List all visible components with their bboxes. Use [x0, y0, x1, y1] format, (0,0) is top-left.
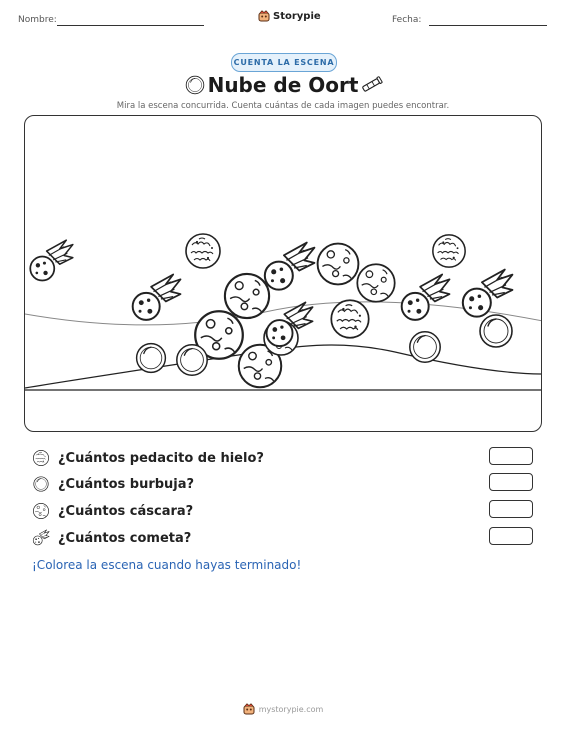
- question-comet: [32, 527, 191, 549]
- question-text: ¿Cuántos pedacito de hielo?: [58, 450, 264, 466]
- brand-logo: [258, 10, 321, 22]
- telescope-icon: [359, 73, 383, 97]
- shell-icon: [225, 274, 269, 318]
- brand-name: Storypie: [273, 10, 321, 22]
- ice-chunk-icon: [32, 449, 50, 467]
- shell-icon: [32, 502, 50, 520]
- question-shell: [32, 500, 193, 522]
- name-label: Nombre:: [18, 15, 57, 25]
- ice-chunk-icon: [433, 235, 465, 267]
- comet-icon: [265, 243, 315, 290]
- date-label: Fecha:: [392, 15, 422, 25]
- bubble-icon: [410, 332, 440, 362]
- scene-illustration: [25, 116, 542, 432]
- ice-chunk-icon: [186, 234, 220, 268]
- question-text: ¿Cuántos burbuja?: [58, 476, 195, 492]
- answer-box-shell[interactable]: [489, 500, 533, 518]
- question-bubble: [32, 473, 194, 495]
- activity-badge: CUENTA LA ESCENA: [231, 53, 337, 72]
- answer-box-comet[interactable]: [489, 527, 533, 545]
- comet-icon: [30, 240, 73, 280]
- comet-icon: [267, 302, 313, 346]
- page-title: Nube de Oort: [207, 73, 359, 97]
- bubble-icon: [480, 315, 512, 347]
- comet-icon: [402, 274, 450, 319]
- counting-scene: [24, 115, 542, 432]
- question-ice-chunk: [32, 447, 264, 469]
- footer: [0, 703, 566, 715]
- bubble-icon: [137, 344, 166, 373]
- bubble-icon: [177, 345, 207, 375]
- date-field[interactable]: [429, 25, 547, 26]
- question-text: ¿Cuántos cometa?: [58, 530, 192, 546]
- shell-icon: [357, 264, 394, 301]
- ice-chunk-icon: [331, 300, 368, 337]
- comet-icon: [32, 529, 50, 547]
- storypie-logo-icon: [258, 10, 270, 22]
- storypie-logo-icon: [243, 703, 255, 715]
- comet-icon: [463, 270, 513, 317]
- bubble-icon: [32, 475, 50, 493]
- question-text: ¿Cuántos cáscara?: [58, 503, 194, 519]
- name-field[interactable]: [57, 25, 204, 26]
- answer-box-ice-chunk[interactable]: [489, 447, 533, 465]
- footer-url[interactable]: mystorypie.com: [258, 704, 324, 714]
- comet-icon: [133, 274, 181, 319]
- shell-icon: [318, 244, 359, 285]
- coloring-instruction: ¡Colorea la escena cuando hayas terminado!: [32, 558, 302, 572]
- answer-box-bubble[interactable]: [489, 473, 533, 491]
- instructions-subtitle: Mira la escena concurrida. Cuenta cuántas de cada imagen puedes encontrar.: [116, 101, 450, 111]
